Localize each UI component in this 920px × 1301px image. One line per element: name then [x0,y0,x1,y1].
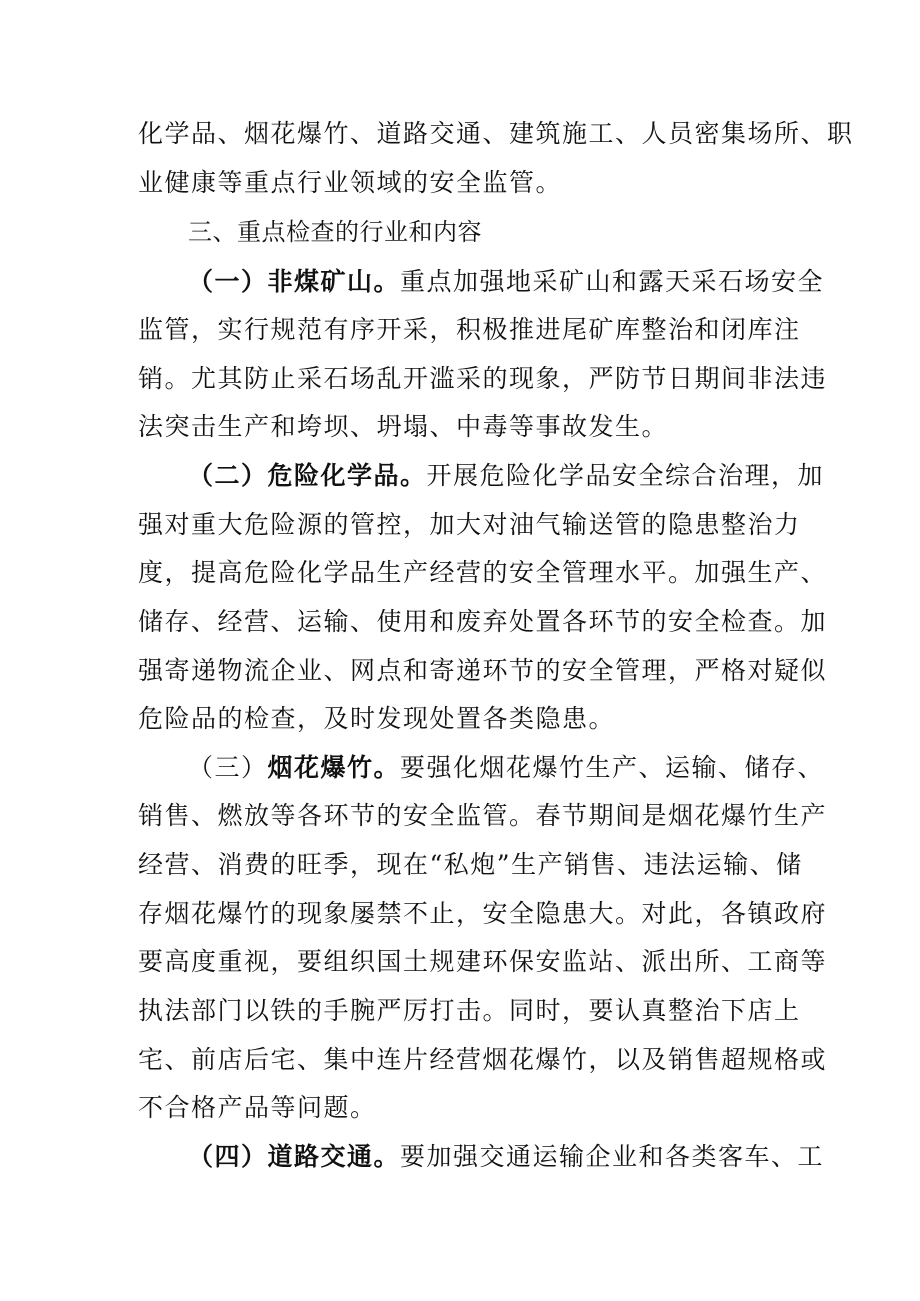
paragraph-line: 度，提高危险化学品生产经营的安全管理水平。加强生产、 [138,558,828,587]
paragraph-line: 危险品的检查，及时发现处置各类隐患。 [138,704,616,733]
item-title: （一）非煤矿山。 [188,267,401,296]
paragraph-line: 销售、燃放等各环节的安全监管。春节期间是烟花爆竹生产 [138,801,828,830]
paragraph-line: 不合格产品等问题。 [138,1093,377,1122]
paragraph-line: 化学品、烟花爆竹、道路交通、建筑施工、人员密集场所、职 [138,119,854,148]
paragraph-line: 执法部门以铁的手腕严厉打击。同时，要认真整治下店上 [138,996,801,1025]
paragraph-line: 经营、消费的旺季，现在“私炮”生产销售、违法运输、储 [138,850,803,879]
paragraph-line: 重点加强地采矿山和露天采石场安全 [400,267,825,296]
item-title: （四）道路交通。 [188,1142,401,1171]
paragraph-first-line [188,751,824,785]
paragraph-line: 销。尤其防止采石场乱开滥采的现象，严防节日期间非法违 [138,364,828,393]
paragraph-line: 宅、前店后宅、集中连片经营烟花爆竹，以及销售超规格或 [138,1045,828,1074]
paragraph-line: 业健康等重点行业领域的安全监管。 [138,168,563,197]
paragraph-line: 开展危险化学品安全综合治理，加 [426,461,825,490]
section-heading: 三、重点检查的行业和内容 [188,218,482,246]
paragraph-line: 强寄递物流企业、网点和寄递环节的安全管理，严格对疑似 [138,656,828,685]
item-title: 烟花爆竹。 [267,753,401,782]
paragraph-line: 储存、经营、运输、使用和废弃处置各环节的安全检查。加 [138,607,828,636]
paragraph-first-line [188,1140,824,1174]
paragraph-line: 存烟花爆竹的现象屡禁不止，安全隐患大。对此，各镇政府 [138,899,828,928]
paragraph-line: 强对重大危险源的管控，加大对油气输送管的隐患整治力 [138,510,801,539]
paragraph-line: 监管，实行规范有序开采，积极推进尾矿库整治和闭库注 [138,315,801,344]
paragraph-first-line [188,459,824,493]
paragraph-line: 要强化烟花爆竹生产、运输、储存、 [400,753,825,782]
item-title: （二）危险化学品。 [188,461,427,490]
paragraph-line: 法突击生产和垮坝、坍塌、中毒等事故发生。 [138,412,669,441]
paragraph-first-line [188,265,824,299]
item-prefix: （三） [188,753,268,782]
paragraph-line: 要高度重视，要组织国土规建环保安监站、派出所、工商等 [138,947,828,976]
paragraph-line: 要加强交通运输企业和各类客车、工 [400,1142,825,1171]
